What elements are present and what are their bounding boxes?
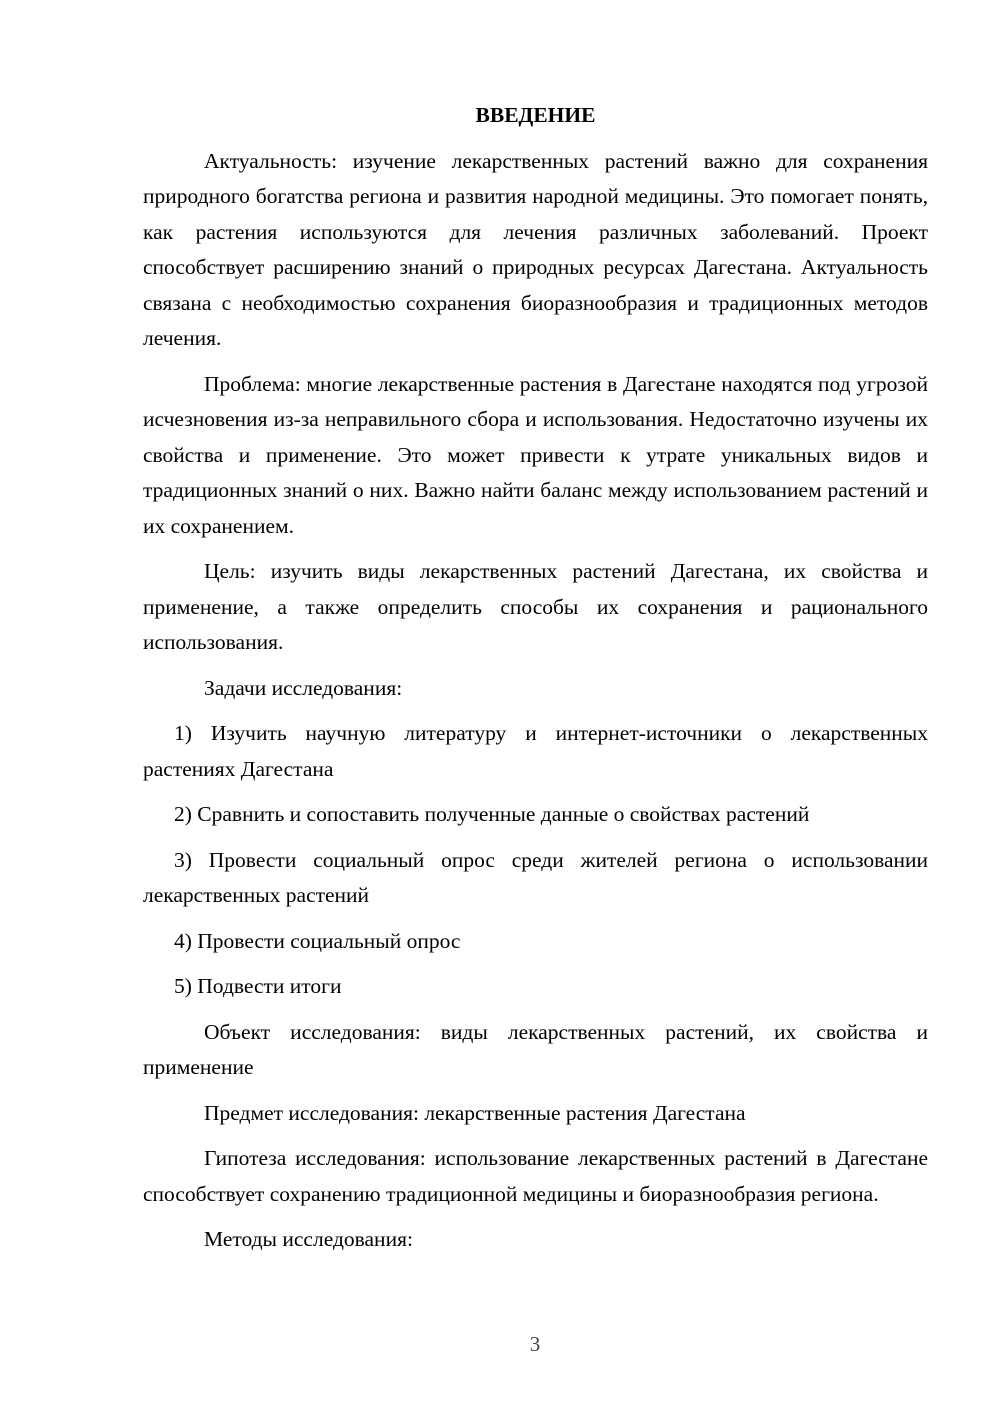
task-item-2: 2) Сравнить и сопоставить полученные данные о свойствах растений [174, 802, 810, 826]
document-page [143, 98, 928, 1268]
paragraph-problem: Проблема: многие лекарственные растения в Дагестане находятся под угрозой исчезновения из-за неправильного сбора и использования. Недостаточно изучены их свойства и применение. Это может привести к утрате уникальных видов и традиционных знаний о них. Важно найти баланс между использованием растений и их сохранением. [143, 371, 928, 538]
methods-title: Методы исследования: [204, 1227, 413, 1251]
paragraph-hypothesis: Гипотеза исследования: использование лекарственных растений в Дагестане способствует сохранению традиционной медицины и биоразнообразия региона. [143, 1146, 928, 1206]
task-item-5: 5) Подвести итоги [174, 974, 342, 998]
task-item-4: 4) Провести социальный опрос [174, 928, 461, 953]
task-item-1: 1) Изучить научную литературу и интернет-источники о лекарственных растениях Дагестана [143, 721, 928, 781]
paragraph-subject: Предмет исследования: лекарственные растения Дагестана [204, 1100, 746, 1125]
tasks-title: Задачи исследования: [204, 675, 403, 700]
paragraph-relevance: Актуальность: изучение лекарственных растений важно для сохранения природного богатства региона и развития народной медицины. Это помогает понять, как растения используются для лечения различных заболеваний. Проект способствует расширению знаний о природных ресурсах Дагестана. Актуальность связана с необходимостью сохранения биоразнообразия и традиционных методов лечения. [143, 148, 928, 350]
task-item-3: 3) Провести социальный опрос среди жителей региона о использовании лекарственных растений [143, 847, 928, 907]
paragraph-goal: Цель: изучить виды лекарственных растений Дагестана, их свойства и применение, а также определить способы их сохранения и рационального использования. [143, 559, 928, 654]
section-heading: ВВЕДЕНИЕ [475, 103, 596, 127]
page-number: 3 [529, 1332, 541, 1356]
paragraph-object: Объект исследования: виды лекарственных растений, их свойства и применение [143, 1019, 928, 1079]
